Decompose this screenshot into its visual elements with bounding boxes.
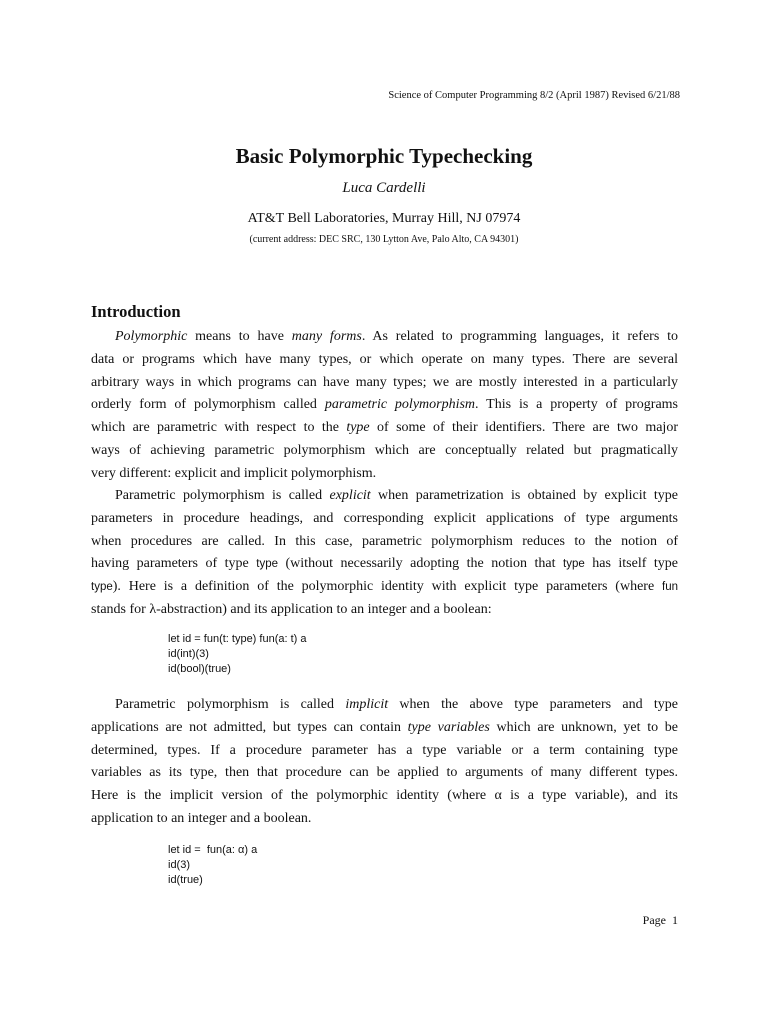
para1-line-6: ways of achieving parametric polymorphism which are conceptually related but pragmatically <box>91 442 678 458</box>
para3-line-4: variables as its type, then that procedure can be applied to arguments of many different types. <box>91 765 678 781</box>
emphasis-polymorphic: Polymorphic <box>115 329 188 344</box>
paper-title: Basic Polymorphic Typechecking <box>235 144 533 168</box>
emphasis-explicit: explicit <box>329 488 371 503</box>
code-word-type: type <box>91 581 113 594</box>
para2-line-4: having parameters of type type (without necessarily adopting the notion that type has itself type <box>91 556 678 572</box>
para2-line-1: Parametric polymorphism is called explicit when parametrization is obtained by explicit type <box>115 488 678 503</box>
para2-line-6: stands for λ-abstraction) and its application to an integer and a boolean: <box>91 601 492 617</box>
page-number: Page 1 <box>642 913 678 927</box>
paragraph-1 <box>91 326 678 486</box>
para1-line-3: arbitrary ways in which programs can have many types; we are mostly interested in a particularly <box>91 374 678 390</box>
code-word-fun: fun <box>662 581 678 594</box>
current-address: (current address: DEC SRC, 130 Lytton Ave, Palo Alto, CA 94301) <box>249 234 519 245</box>
code-block-implicit <box>168 843 257 888</box>
code-word-type: type <box>256 558 279 571</box>
para3-line-3: determined, types. If a procedure parameter has a type variable or a term containing type <box>91 742 678 758</box>
code-line: let id = fun(t: type) fun(a: t) a <box>168 633 307 645</box>
author-affiliation: AT&T Bell Laboratories, Murray Hill, NJ 07974 <box>247 211 521 226</box>
para3-line-2: applications are not admitted, but types can contain type variables which are unknown, yet to be <box>91 719 679 735</box>
code-block-explicit <box>168 632 306 677</box>
para1-line-7: very different: explicit and implicit polymorphism. <box>91 465 377 481</box>
emphasis-many-forms: many forms <box>291 329 362 344</box>
code-line: id(int)(3) <box>168 648 209 660</box>
emphasis-type-variables: type variables <box>407 719 490 735</box>
emphasis-implicit: implicit <box>345 697 389 712</box>
paragraph-3 <box>91 694 678 831</box>
para2-line-3: when procedures are called. In this case, parametric polymorphism reduces to the notion of <box>91 533 678 549</box>
code-line: id(3) <box>168 859 191 871</box>
para1-line-1: Polymorphic means to have many forms. As related to programming languages, it refers to <box>115 329 678 344</box>
para3-line-6: application to an integer and a boolean. <box>91 810 312 826</box>
section-heading-introduction: Introduction <box>91 302 181 321</box>
emphasis-type: type <box>346 420 370 436</box>
para3-line-1: Parametric polymorphism is called implicit when the above type parameters and type <box>115 697 679 712</box>
journal-citation: Science of Computer Programming 8/2 (April 1987) Revised 6/21/88 <box>388 90 680 101</box>
para1-line-2: data or programs which have many types, or which operate on many types. There are several <box>91 351 678 367</box>
code-line: let id = fun(a: α) a <box>168 844 258 856</box>
para2-line-5: type). Here is a definition of the polymorphic identity with explicit type parameters (where fun <box>91 579 678 595</box>
code-word-type: type <box>563 558 585 571</box>
para2-line-2: parameters in procedure headings, and corresponding explicit applications of type arguments <box>91 510 678 526</box>
code-line: id(true) <box>168 874 203 886</box>
paragraph-2 <box>91 485 678 622</box>
para1-line-5: which are parametric with respect to the type of some of their identifiers. There are two major <box>91 420 678 436</box>
para3-line-5: Here is the implicit version of the polymorphic identity (where α is a type variable), and its <box>91 788 678 804</box>
code-line: id(bool)(true) <box>168 663 231 675</box>
para1-line-4: orderly form of polymorphism called parametric polymorphism. This is a property of programs <box>91 397 679 413</box>
author-name: Luca Cardelli <box>342 180 426 196</box>
emphasis-parametric-polymorphism: parametric polymorphism <box>324 397 476 413</box>
